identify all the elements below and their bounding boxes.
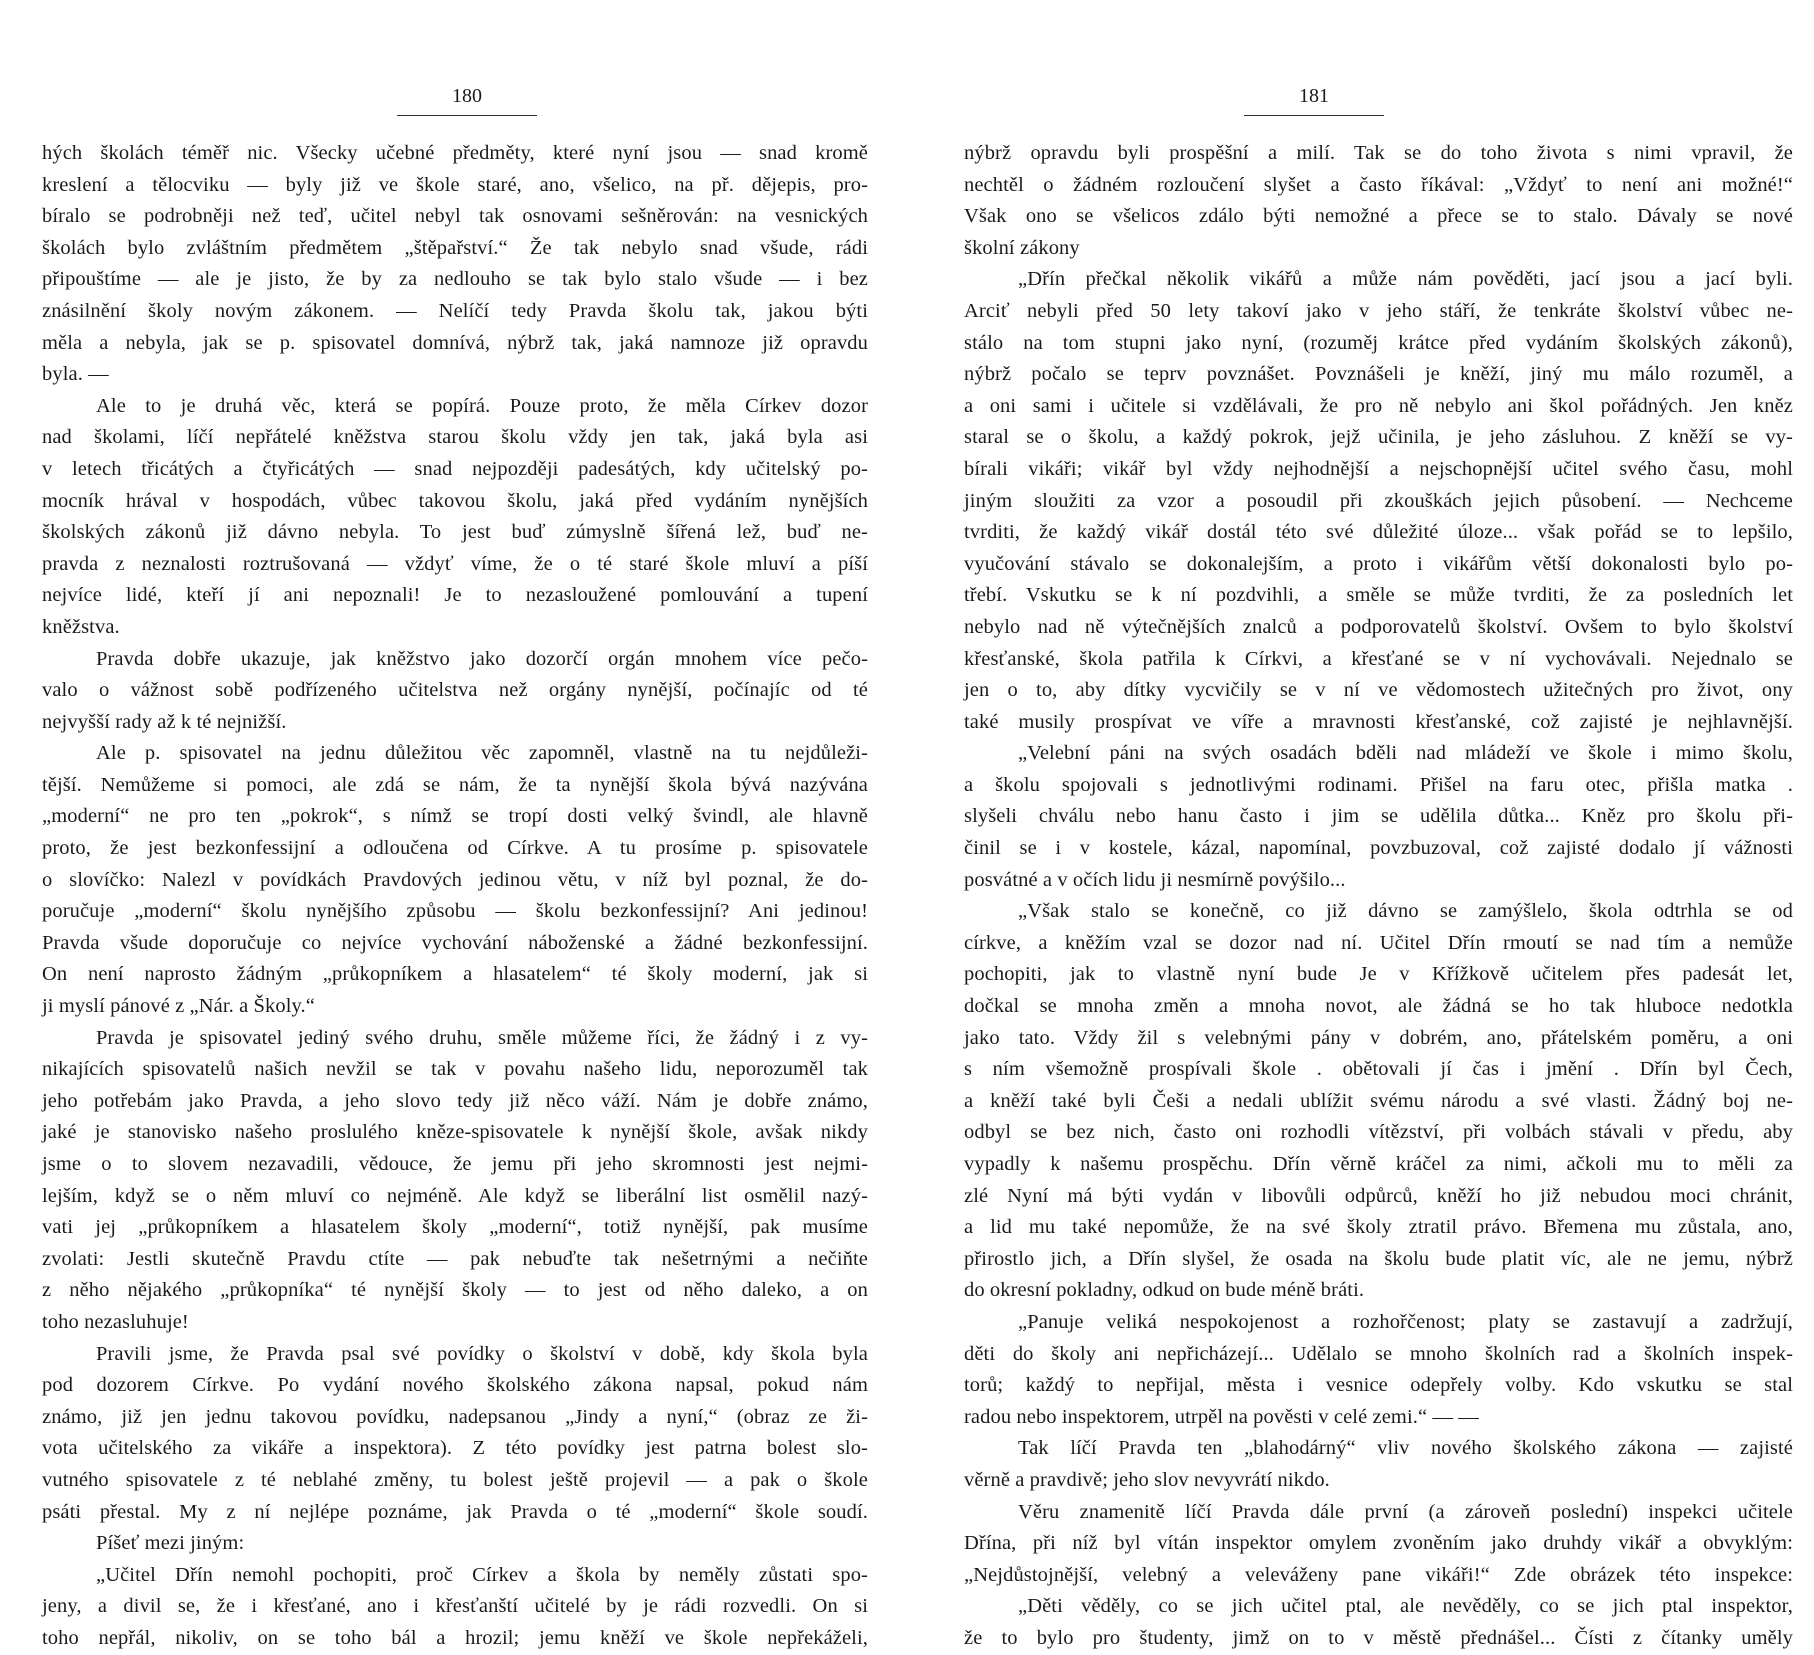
text-line: v letech třicátých a čtyřicátých — snad nejpozději padesátých, kdy učitelský po- bbox=[42, 457, 868, 480]
text-line: nejvíce lidé, kteří jí ani nepoznali! Je to nezasloužené pomlouvání a tupení bbox=[42, 584, 868, 607]
text-line: „Děti věděly, co se jich učitel ptal, ale nevěděly, co se jich ptal inspektor, bbox=[1018, 1595, 1793, 1618]
text-line: jaké je stanovisko našeho proslulého kněze-spisovatele k nynější škole, avšak nikdy bbox=[42, 1121, 868, 1144]
text-line: s ním všemožně prospívali škole . obětovali jí čas i jmění . Dřín byl Čech, bbox=[964, 1058, 1793, 1081]
text-line: lejším, když se o něm mluví co nejméně. Ale když se liberální list osmělil nazý- bbox=[42, 1184, 868, 1207]
text-line: Pravda dobře ukazuje, jak kněžstvo jako dozorčí orgán mnohem více pečo- bbox=[96, 647, 868, 670]
text-line: Arciť nebyli před 50 lety takoví jako v jeho stáří, že tenkráte školství vůbec ne- bbox=[964, 299, 1793, 322]
text-line: Píšeť mezi jiným: bbox=[96, 1532, 245, 1555]
text-line: Tak líčí Pravda ten „blahodárný“ vliv nového školského zákona — zajisté bbox=[1018, 1437, 1793, 1460]
text-line: vutného spisovatele z té neblahé změny, tu bolest ještě projevil — a pak o škole bbox=[42, 1468, 868, 1491]
text-line: psáti přestal. My z ní nejlépe poznáme, jak Pravda o té „moderní“ škole soudí. bbox=[42, 1500, 868, 1523]
text-line: jako tato. Vždy žil s velebnými pány v dobrém, ano, přátelském poměru, a oni bbox=[964, 1026, 1793, 1049]
text-line: připouštíme — ale je jisto, že by za nedlouho se tak bylo stalo všude — i bez bbox=[42, 268, 868, 291]
text-line: a lid mu také nepomůže, že na své školy ztratil právo. Břemena mu zůstala, ano, bbox=[964, 1216, 1793, 1239]
text-line: jiným sloužiti za vzor a posoudil při zkouškách jejich působení. — Nechceme bbox=[964, 489, 1793, 512]
text-line: Ale p. spisovatel na jednu důležitou věc zapomněl, vlastně na tu nejdůleži- bbox=[96, 742, 868, 765]
text-line: posvátné a v očích lidu ji nesmírně povýšilo... bbox=[964, 868, 1346, 891]
left-page bbox=[0, 0, 907, 1649]
text-line: nad školami, líčí nepřátelé kněžstva starou školu vždy jen tak, jaká byla asi bbox=[42, 426, 868, 449]
text-line: a kněží také byli Češi a nedali ublížit svému národu a své vlasti. Žádný boj ne- bbox=[964, 1089, 1793, 1112]
text-line: zvolati: Jestli skutečně Pravdu ctíte — pak nebuďte tak nešetrnými a nečiňte bbox=[42, 1247, 868, 1270]
text-line: o slovíčko: Nalezl v povídkách Pravdových jedinou větu, v níž byl poznal, že do- bbox=[42, 868, 868, 891]
right-page bbox=[907, 0, 1814, 1649]
text-line: „Učitel Dřín nemohl pochopiti, proč Církev a škola by neměly zůstati spo- bbox=[96, 1563, 868, 1586]
text-line: také musily prospívat ve víře a mravnosti křesťanské, což zajisté je nejhlavnější. bbox=[964, 710, 1793, 733]
text-line: církve, a kněžím vzal se dozor nad ní. Učitel Dřín rmoutí se nad tím a nemůže bbox=[964, 931, 1793, 954]
text-line: poručuje „moderní“ školu nynějšího způsobu — školu bezkonfessijní? Ani jedinou! bbox=[42, 900, 868, 923]
text-line: pravda z neznalosti roztrušovaná — vždyť víme, že o té staré škole mluví a píší bbox=[42, 552, 868, 575]
text-line: nejvyšší rady až k té nejnižší. bbox=[42, 710, 287, 733]
text-line: třebí. Vskutku se k ní pozdvihli, a směle se může tvrditi, že za posledních let bbox=[964, 584, 1793, 607]
text-line: děti do školy ani nepřicházejí... Udělalo se mnoho školních rad a školních inspek- bbox=[964, 1342, 1793, 1365]
text-line: činil se i v kostele, kázal, napomínal, povzbuzoval, což zajisté dodalo jí vážnosti bbox=[964, 837, 1793, 860]
text-line: mocník hrával v hospodách, vůbec takovou školu, jaká před vydáním nynějších bbox=[42, 489, 868, 512]
text-line: torů; každý to nepřijal, města i vesnice odepřely volby. Kdo vskutku se stal bbox=[964, 1374, 1793, 1397]
text-line: hých školách téměř nic. Všecky učebné předměty, které nyní jsou — snad kromě bbox=[42, 142, 868, 164]
text-line: vati jej „průkopníkem a hlasatelem školy „moderní“, totiž nynější, pak musíme bbox=[42, 1216, 868, 1239]
text-line: Však ono se všelicos zdálo býti nemožné a přece se to stalo. Dávaly se nové bbox=[964, 205, 1793, 228]
text-line: „Nejdůstojnější, velebný a veleváženy pane vikáři!“ Zde obrázek této inspekce: bbox=[964, 1563, 1793, 1586]
text-line: do okresní pokladny, odkud on bude méně bráti. bbox=[964, 1279, 1365, 1302]
left-page-text bbox=[42, 138, 868, 1655]
text-line: znásilnění školy novým zákonem. — Nelíčí tedy Pravda školu tak, jakou býti bbox=[42, 299, 868, 322]
text-line: nebylo nad ně výtečnějších znalců a podporovatelů školství. Ovšem to bylo školství bbox=[964, 615, 1793, 638]
text-line: vyučování stávalo se dokonalejším, a proto i vikářům větší dokonalosti bylo po- bbox=[964, 552, 1793, 575]
text-line: dočkal se mnoha změn a mnoha novot, ale žádná se ho tak hluboce nedotkla bbox=[964, 995, 1793, 1018]
text-line: školských zákonů již dávno nebyla. To jest buď zúmyslně šířená lež, buď ne- bbox=[42, 521, 868, 544]
right-page-text bbox=[964, 138, 1793, 1655]
text-line: křesťanské, škola patřila k Církvi, a křesťané se v ní vychovávali. Nejednalo se bbox=[964, 647, 1793, 670]
text-line: kreslení a tělocviku — byly již ve škole staré, ano, všelico, na př. dějepis, pro- bbox=[42, 173, 868, 196]
text-line: Pravda všude doporučuje co nejvíce vychování náboženské a žádné bezkonfessijní. bbox=[42, 931, 868, 954]
text-line: Ale to je druhá věc, která se popírá. Pouze proto, že měla Církev dozor bbox=[96, 394, 868, 417]
text-line: proto, že jest bezkonfessijní a odloučena od Církve. A tu prosíme p. spisovatele bbox=[42, 837, 868, 860]
text-line: z něho nějakého „průkopníka“ té nynější školy — to jest od něho daleko, a on bbox=[42, 1279, 868, 1302]
text-line: školách bylo zvláštním předmětem „štěpařství.“ Že tak nebylo snad všude, rádi bbox=[42, 236, 868, 259]
text-line: nikajících spisovatelů našich nevžil se tak v povahu našeho lidu, neporozuměl tak bbox=[42, 1058, 868, 1081]
text-line: radou nebo inspektorem, utrpěl na pověsti v celé zemi.“ — — bbox=[964, 1405, 1479, 1428]
text-line: kněžstva. bbox=[42, 615, 120, 638]
text-line: a oni sami i učitele si vzdělávali, že pro ně nebylo ani škol pořádných. Jen kněz bbox=[964, 394, 1793, 417]
text-line: školní zákony bbox=[964, 236, 1080, 259]
text-line: toho nepřál, nikoliv, on se toho bál a hrozil; jemu kněží ve škole nepřekáželi, bbox=[42, 1626, 868, 1649]
text-line: jsme o to slovem nezavadili, vědouce, že jemu při jeho skromnosti jest nejmi- bbox=[42, 1153, 868, 1175]
page-number: 181 bbox=[1299, 85, 1329, 107]
text-line: a školu spojovali s jednotlivými rodinami. Přišel na faru otec, přišla matka . bbox=[964, 773, 1793, 796]
text-line: jeho potřebám jako Pravda, a jeho slovo tedy již něco váží. Nám je dobře známo, bbox=[42, 1089, 868, 1112]
text-line: vota učitelského za vikáře a inspektora). Z této povídky jest patrna bolest slo- bbox=[42, 1437, 868, 1460]
text-line: známo, již jen jednu takovou povídku, nadepsanou „Jindy a nyní,“ (obraz ze ži- bbox=[42, 1405, 868, 1428]
text-line: nechtěl o žádném rozloučení slyšet a často říkával: „Vždyť to není ani možné!“ bbox=[964, 173, 1793, 196]
text-line: zlé Nyní má býti vydán v libovůli odpůrců, kněží ho již nebudou moci chránit, bbox=[964, 1184, 1793, 1207]
text-line: přirostlo jich, a Dřín slyšel, že osada na školu bude platit víc, ale ne jemu, nýbrž bbox=[964, 1247, 1793, 1270]
text-line: valo o vážnost sobě podřízeného učitelstva než orgány nynější, počínajíc od té bbox=[42, 679, 868, 702]
text-line: věrně a pravdivě; jeho slov nevyvrátí nikdo. bbox=[964, 1468, 1330, 1491]
text-line: ji myslí pánové z „Nár. a Školy.“ bbox=[42, 995, 315, 1018]
text-line: bíralo se podrobněji než teď, učitel nebyl tak osnovami sešněrován: na vesnických bbox=[42, 205, 868, 228]
text-line: tvrditi, že každý vikář dostál této své důležité úloze... však pořád se to lepšilo, bbox=[964, 521, 1793, 544]
text-line: stálo na tom stupni jako nyní, (rozuměj krátce před vydáním školských zákonů), bbox=[964, 331, 1793, 354]
text-line: staral se o školu, a každý pokrok, jejž učinila, je jeho zásluhou. Z kněží se vy- bbox=[964, 426, 1793, 449]
text-line: jen o to, aby dítky vycvičily se v ní ve vědomostech užitečných pro život, ony bbox=[964, 679, 1793, 702]
text-line: pod dozorem Církve. Po vydání nového školského zákona napsal, pokud nám bbox=[42, 1374, 868, 1397]
text-line: měla a nebyla, jak se p. spisovatel domnívá, nýbrž tak, jaká namnoze již opravdu bbox=[42, 331, 868, 354]
text-line: Dřína, při níž byl vítán inspektor omylem zvoněním jako druhdy vikář a obvyklým: bbox=[964, 1532, 1793, 1555]
text-line: bírali vikáři; vikář byl vždy nejhodnější a nejschopnější učitel svého času, mohl bbox=[964, 457, 1793, 480]
text-line: nýbrž opravdu byli prospěšní a milí. Tak se do toho života s nimi vpravil, že bbox=[964, 142, 1793, 164]
text-line: pochopiti, jak to vlastně nyní bude Je v Křížkově učitelem přes padesát let, bbox=[964, 963, 1793, 986]
text-line: Pravda je spisovatel jediný svého druhu, směle můžeme říci, že žádný i z vy- bbox=[96, 1026, 868, 1049]
text-line: slyšeli chválu nebo hanu často i jim se udělila důtka... Kněz pro školu při- bbox=[964, 805, 1793, 828]
text-line: Věru znamenitě líčí Pravda dále první (a zároveň poslední) inspekci učitele bbox=[1018, 1500, 1793, 1523]
text-line: tější. Nemůžeme si pomoci, ale zdá se nám, že ta nynější škola bývá nazývána bbox=[42, 773, 868, 796]
text-line: vypadly k našemu prospěchu. Dřín věrně kráčel za nimi, ačkoli mu to měli za bbox=[964, 1153, 1793, 1175]
text-line: On není naprosto žádným „průkopníkem a hlasatelem“ té školy moderní, jak si bbox=[42, 963, 868, 986]
text-line: „Velební páni na svých osadách bděli nad mládeží ve škole i mimo školu, bbox=[1018, 742, 1793, 765]
text-line: jeny, a divil se, že i křesťané, ano i křesťanští učitelé by je rádi rozvedli. On si bbox=[42, 1595, 868, 1618]
text-line: „Však stalo se konečně, co již dávno se zamýšlelo, škola odtrhla se od bbox=[1018, 900, 1793, 923]
text-line: byla. — bbox=[42, 363, 109, 386]
text-line: že to bylo pro študenty, jimž on to v městě přednášel... Čísti z čítanky uměly bbox=[964, 1626, 1793, 1649]
text-line: Pravili jsme, že Pravda psal své povídky o školství v době, kdy škola byla bbox=[96, 1342, 868, 1365]
text-line: „Panuje veliká nespokojenost a rozhořčenost; platy se zastavují a zadržují, bbox=[1018, 1310, 1793, 1333]
header-rule bbox=[397, 115, 537, 116]
header-rule bbox=[1244, 115, 1384, 116]
text-line: „moderní“ ne pro ten „pokrok“, s nímž se tropí dosti velký švindl, ale hlavně bbox=[42, 805, 868, 828]
text-line: nýbrž počalo se teprv povznášet. Povznášeli je kněží, jiný mu málo rozuměl, a bbox=[964, 363, 1793, 386]
text-line: odbyl se bez nich, často oni rozhodli vítězství, při volbách stávali v předu, aby bbox=[964, 1121, 1793, 1144]
text-line: „Dřín přečkal několik vikářů a může nám pověděti, jací jsou a jací byli. bbox=[1018, 268, 1793, 291]
text-line: toho nezasluhuje! bbox=[42, 1310, 189, 1333]
page-number: 180 bbox=[452, 85, 482, 107]
